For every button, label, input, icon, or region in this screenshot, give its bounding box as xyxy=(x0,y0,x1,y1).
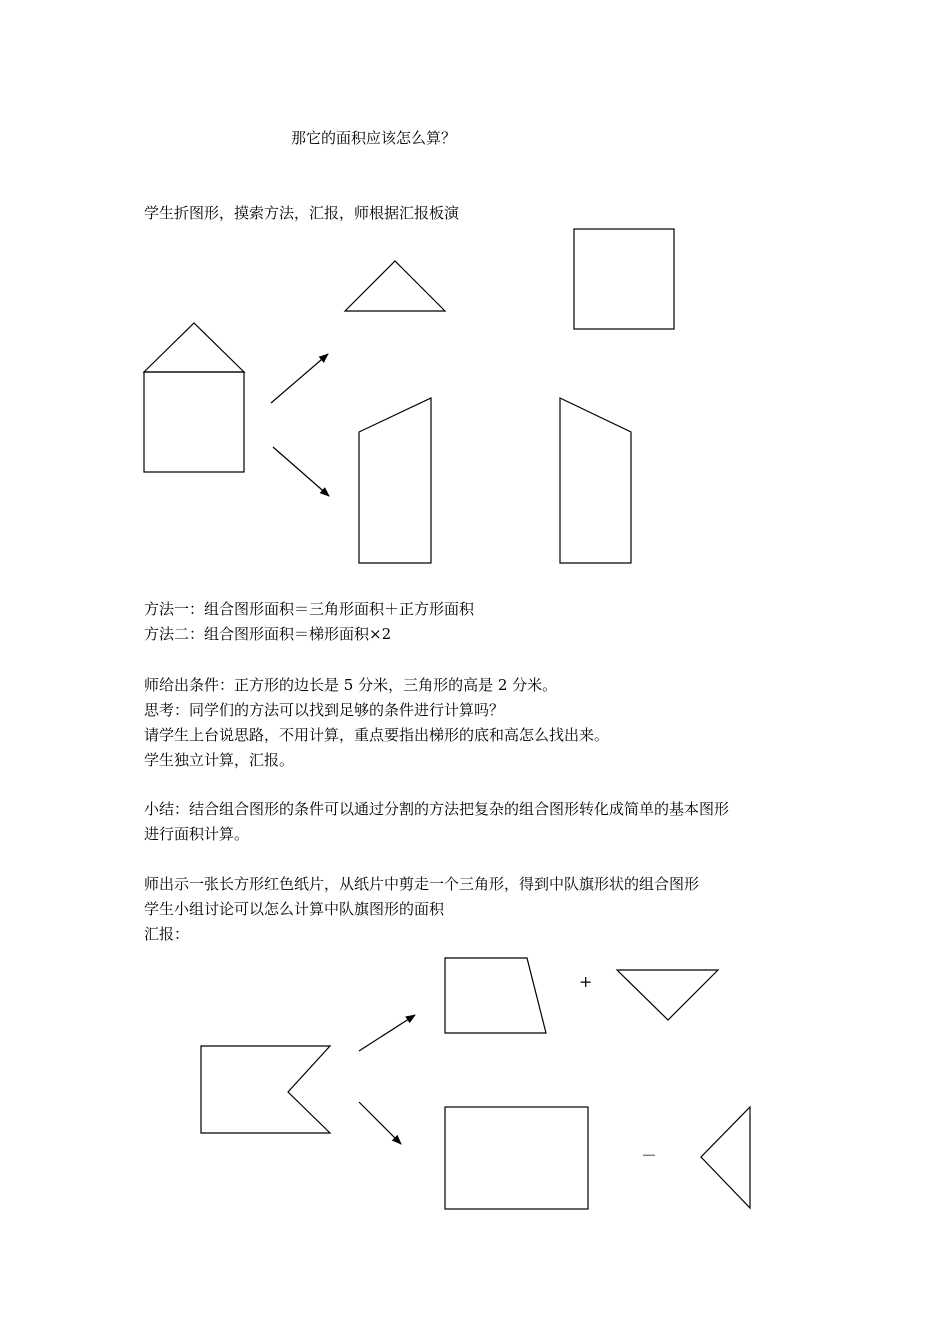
flag-intro-text: 师出示一张长方形红色纸片，从纸片中剪走一个三角形，得到中队旗形状的组合图形 xyxy=(144,875,700,893)
arrow-up-right xyxy=(271,354,328,403)
flag-shape xyxy=(201,1046,330,1133)
figure-house-decomposition xyxy=(0,0,950,600)
flag-part-triangle-left xyxy=(701,1107,750,1208)
part-triangle xyxy=(345,261,445,311)
summary-line-2: 进行面积计算。 xyxy=(144,825,250,843)
summary-line-1: 小结：结合组合图形的条件可以通过分割的方法把复杂的组合图形转化成简单的基本图形 xyxy=(144,800,730,818)
plus-sign: + xyxy=(579,972,593,991)
condition-text: 师给出条件：正方形的边长是 5 分米，三角形的高是 2 分米。 xyxy=(144,676,558,694)
arrow-flag-up xyxy=(359,1015,415,1051)
think-text: 思考：同学们的方法可以找到足够的条件进行计算吗？ xyxy=(144,701,505,719)
independent-text: 学生独立计算，汇报。 xyxy=(144,751,295,769)
part-trapezoid-left xyxy=(359,398,431,563)
flag-part-triangle-down xyxy=(617,970,718,1020)
report-text: 汇报： xyxy=(144,925,190,943)
method-one-text: 方法一：组合图形面积＝三角形面积＋正方形面积 xyxy=(144,600,475,618)
arrow-down-right xyxy=(273,447,329,496)
house-square xyxy=(144,372,244,472)
group-discussion-text: 学生小组讨论可以怎么计算中队旗图形的面积 xyxy=(144,900,445,918)
house-roof-triangle xyxy=(144,323,244,372)
explain-text: 请学生上台说思路，不用计算，重点要指出梯形的底和高怎么找出来。 xyxy=(144,726,610,744)
flag-part-rectangle xyxy=(445,1107,588,1209)
arrow-flag-down xyxy=(359,1102,401,1144)
part-trapezoid-right xyxy=(560,398,631,563)
method-two-text: 方法二：组合图形面积＝梯形面积×2 xyxy=(144,625,392,643)
part-square xyxy=(574,229,674,329)
question-text: 那它的面积应该怎么算？ xyxy=(291,129,457,147)
flag-part-trapezoid xyxy=(445,958,546,1033)
minus-sign: － xyxy=(641,1146,658,1165)
activity-text: 学生折图形，摸索方法，汇报，师根据汇报板演 xyxy=(144,204,460,222)
